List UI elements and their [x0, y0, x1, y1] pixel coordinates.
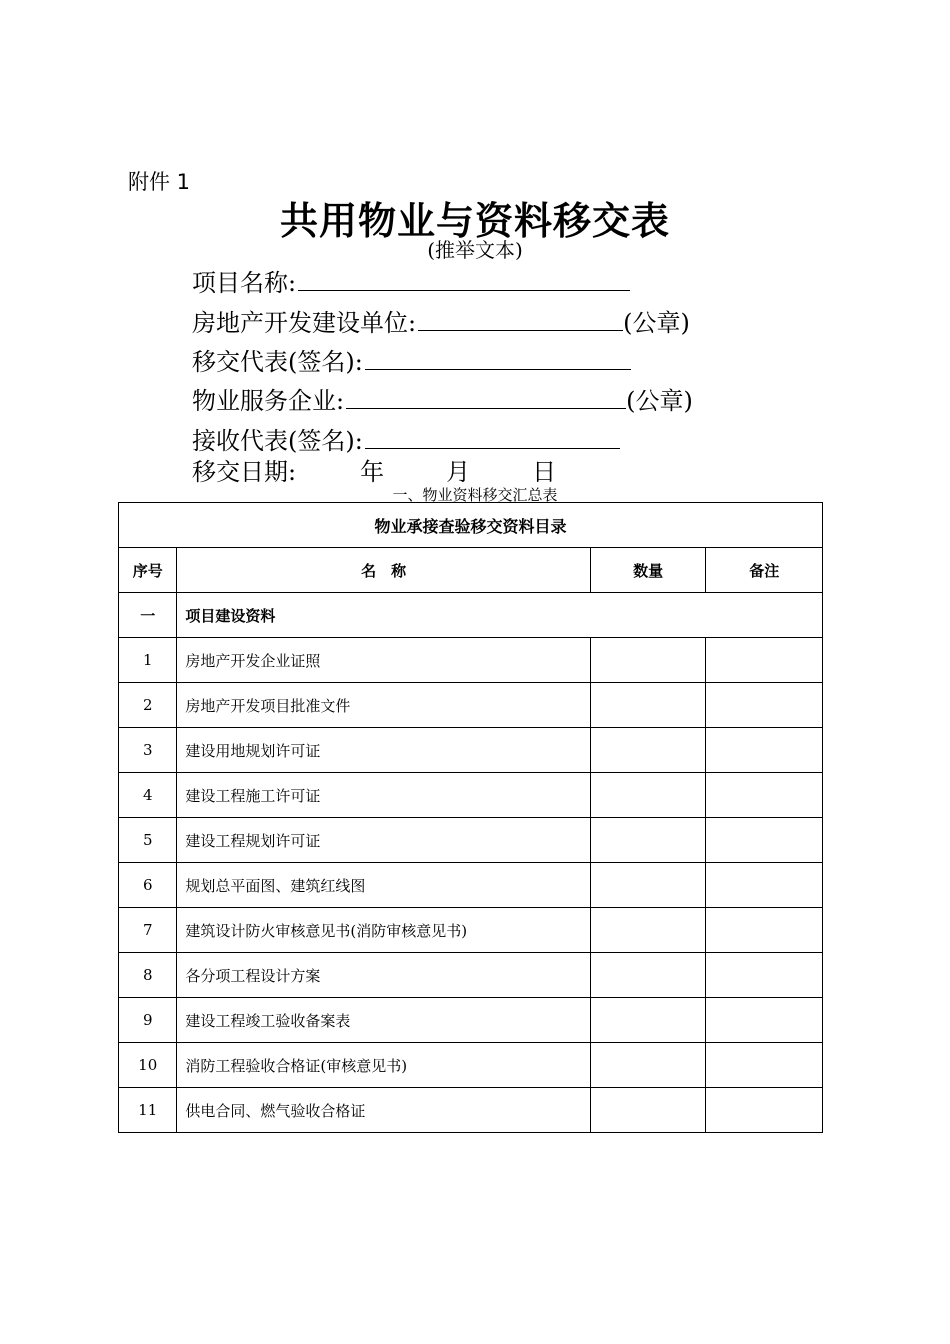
developer-blank[interactable] [418, 308, 623, 331]
day-label: 日 [532, 458, 557, 486]
row-no: 8 [119, 953, 177, 998]
row-quantity-cell[interactable] [590, 818, 706, 863]
transfer-table [118, 502, 823, 1133]
project-name-label: 项目名称: [192, 269, 297, 297]
row-no: 9 [119, 998, 177, 1043]
row-remarks-cell[interactable] [706, 818, 823, 863]
year-label: 年 [360, 458, 385, 486]
table-row [119, 773, 823, 818]
row-remarks-cell[interactable] [706, 908, 823, 953]
table-row [119, 908, 823, 953]
summary-title: 一、物业资料移交汇总表 [392, 486, 558, 504]
developer-label: 房地产开发建设单位: [192, 309, 417, 337]
row-remarks-cell[interactable] [706, 998, 823, 1043]
row-no: 11 [119, 1088, 177, 1133]
row-quantity-cell[interactable] [590, 1088, 706, 1133]
row-quantity-cell[interactable] [590, 638, 706, 683]
row-name: 各分项工程设计方案 [177, 953, 591, 998]
row-name: 供电合同、燃气验收合格证 [177, 1088, 591, 1133]
header-remarks: 备注 [706, 548, 823, 593]
document-title: 共用物业与资料移交表 [279, 199, 670, 243]
transfer-rep-label: 移交代表(签名): [192, 348, 363, 376]
row-remarks-cell[interactable] [706, 1088, 823, 1133]
row-name: 建筑设计防火审核意见书(消防审核意见书) [177, 908, 591, 953]
table-row [119, 863, 823, 908]
row-remarks-cell[interactable] [706, 953, 823, 998]
row-remarks-cell[interactable] [706, 683, 823, 728]
table-row [119, 638, 823, 683]
row-quantity-cell[interactable] [590, 773, 706, 818]
row-quantity-cell[interactable] [590, 908, 706, 953]
row-remarks-cell[interactable] [706, 638, 823, 683]
row-remarks-cell[interactable] [706, 728, 823, 773]
section-no: 一 [119, 593, 177, 638]
month-label: 月 [446, 458, 471, 486]
transfer-rep-blank[interactable] [365, 347, 631, 370]
row-name: 建设工程规划许可证 [177, 818, 591, 863]
row-name: 消防工程验收合格证(审核意见书) [177, 1043, 591, 1088]
property-company-field [192, 384, 693, 418]
table-header-row [119, 548, 823, 593]
row-remarks-cell[interactable] [706, 1043, 823, 1088]
receive-rep-blank[interactable] [365, 426, 620, 449]
row-name: 建设用地规划许可证 [177, 728, 591, 773]
row-no: 10 [119, 1043, 177, 1088]
receive-rep-label: 接收代表(签名): [192, 427, 363, 455]
row-no: 6 [119, 863, 177, 908]
table-row [119, 683, 823, 728]
header-quantity: 数量 [590, 548, 706, 593]
row-name: 建设工程竣工验收备案表 [177, 998, 591, 1043]
table-row [119, 953, 823, 998]
row-quantity-cell[interactable] [590, 953, 706, 998]
row-name: 房地产开发项目批准文件 [177, 683, 591, 728]
table-row [119, 998, 823, 1043]
row-no: 1 [119, 638, 177, 683]
transfer-rep-field [192, 345, 631, 379]
table-caption: 物业承接查验移交资料目录 [119, 503, 823, 548]
project-name-field [192, 266, 630, 300]
row-remarks-cell[interactable] [706, 863, 823, 908]
transfer-date-label: 移交日期: [192, 458, 297, 486]
row-no: 5 [119, 818, 177, 863]
table-row [119, 1043, 823, 1088]
project-name-blank[interactable] [298, 268, 630, 291]
receive-rep-field [192, 424, 620, 458]
section-row [119, 593, 823, 638]
developer-seal-note: (公章) [623, 309, 690, 337]
row-name: 规划总平面图、建筑红线图 [177, 863, 591, 908]
row-quantity-cell[interactable] [590, 683, 706, 728]
developer-field [192, 306, 690, 340]
property-seal-note: (公章) [626, 387, 693, 415]
property-company-blank[interactable] [346, 386, 626, 409]
property-company-label: 物业服务企业: [192, 387, 345, 415]
row-quantity-cell[interactable] [590, 1043, 706, 1088]
header-no: 序号 [119, 548, 177, 593]
row-no: 7 [119, 908, 177, 953]
row-name: 房地产开发企业证照 [177, 638, 591, 683]
table-row [119, 728, 823, 773]
row-no: 3 [119, 728, 177, 773]
document-subtitle: (推举文本) [427, 238, 523, 262]
row-no: 4 [119, 773, 177, 818]
row-quantity-cell[interactable] [590, 998, 706, 1043]
row-quantity-cell[interactable] [590, 863, 706, 908]
table-row [119, 818, 823, 863]
attachment-label: 附件 1 [128, 170, 191, 194]
row-quantity-cell[interactable] [590, 728, 706, 773]
header-name: 名 称 [177, 548, 591, 593]
row-name: 建设工程施工许可证 [177, 773, 591, 818]
row-no: 2 [119, 683, 177, 728]
section-name: 项目建设资料 [177, 593, 823, 638]
table-row [119, 1088, 823, 1133]
row-remarks-cell[interactable] [706, 773, 823, 818]
